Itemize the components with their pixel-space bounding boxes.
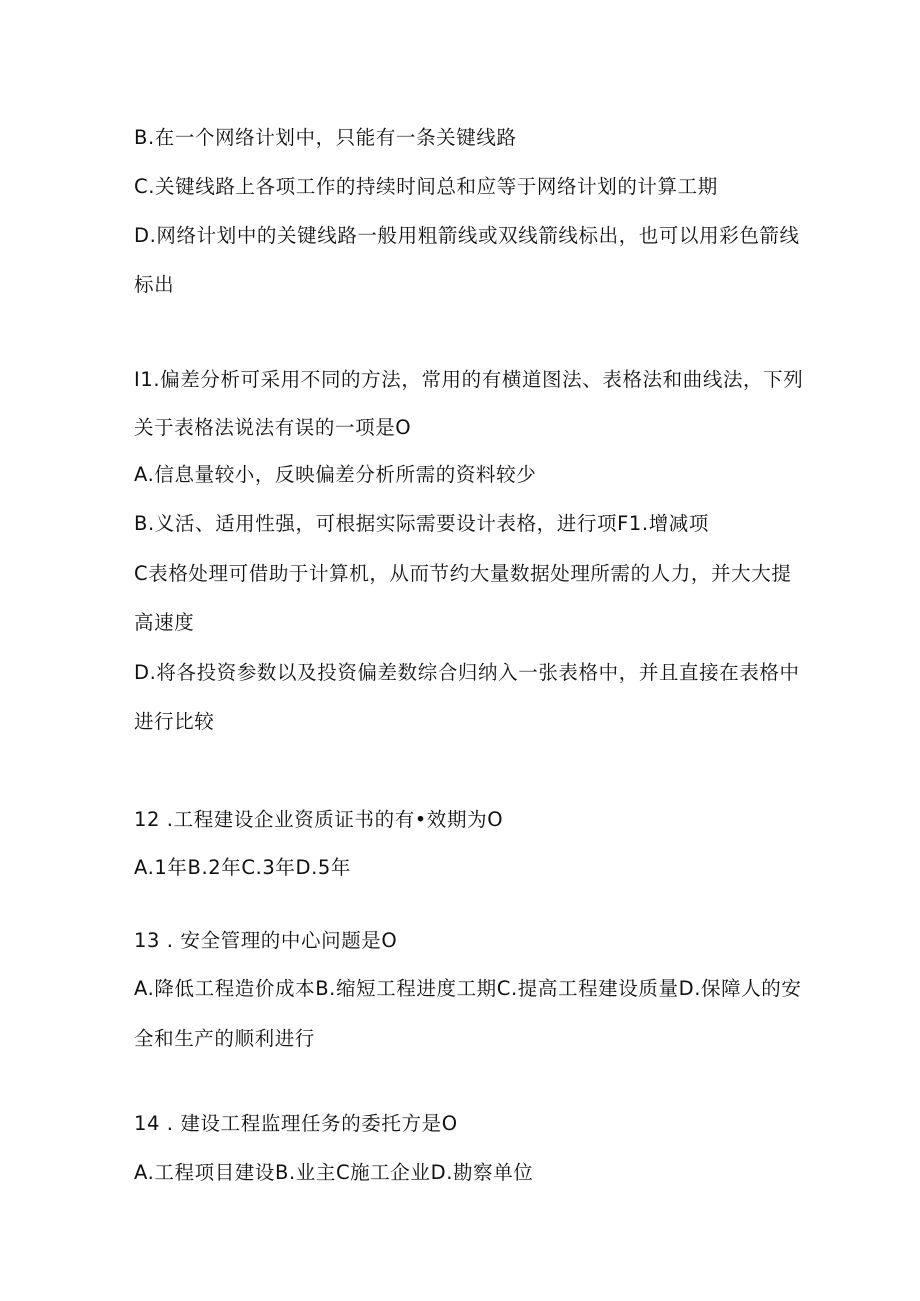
question-12: 12 .工程建设企业资质证书的有•效期为O xyxy=(134,808,504,831)
option-d-prev-line2: 标出 xyxy=(134,273,175,296)
question-11-option-a: A.信息量较小，反映偏差分析所需的资料较少 xyxy=(134,463,537,486)
question-13: 13 . 安全管理的中心问题是O xyxy=(134,929,398,952)
question-13-options-line2: 全和生产的顺利进行 xyxy=(134,1027,315,1050)
question-14-options: A.工程项目建设B.业主C施工企业D.勘察单位 xyxy=(134,1161,534,1184)
question-12-options: A.1年B.2年C.3年D.5年 xyxy=(134,856,352,879)
option-d-prev-line1: D.网络计划中的关键线路一般用粗箭线或双线箭线标出，也可以用彩色箭线 xyxy=(134,224,800,247)
question-11-option-c-line1: C表格处理可借助于计算机，从而节约大量数据处理所需的人力，并大大提 xyxy=(134,562,792,585)
question-11-line1: I1.偏差分析可采用不同的方法，常用的有横道图法、表格法和曲线法，下列 xyxy=(134,368,804,391)
option-c-prev: C.关键线路上各项工作的持续时间总和应等于网络计划的计算工期 xyxy=(134,175,718,198)
question-11-line2: 关于表格法说法有误的一项是O xyxy=(134,416,412,439)
question-11-option-c-line2: 高速度 xyxy=(134,611,195,634)
question-14: 14 . 建设工程监理任务的委托方是O xyxy=(134,1112,458,1135)
option-b-prev: B.在一个网络计划中，只能有一条关键线路 xyxy=(134,126,517,149)
question-11-option-d-line1: D.将各投资参数以及投资偏差数综合归纳入一张表格中，并且直接在表格中 xyxy=(134,661,800,684)
question-11-option-b: B.义活、适用性强，可根据实际需要设计表格，进行项F1.增减项 xyxy=(134,512,709,535)
question-13-options-line1: A.降低工程造价成本B.缩短工程进度工期C.提高工程建设质量D.保障人的安 xyxy=(134,977,802,1000)
question-11-option-d-line2: 进行比较 xyxy=(134,710,215,733)
